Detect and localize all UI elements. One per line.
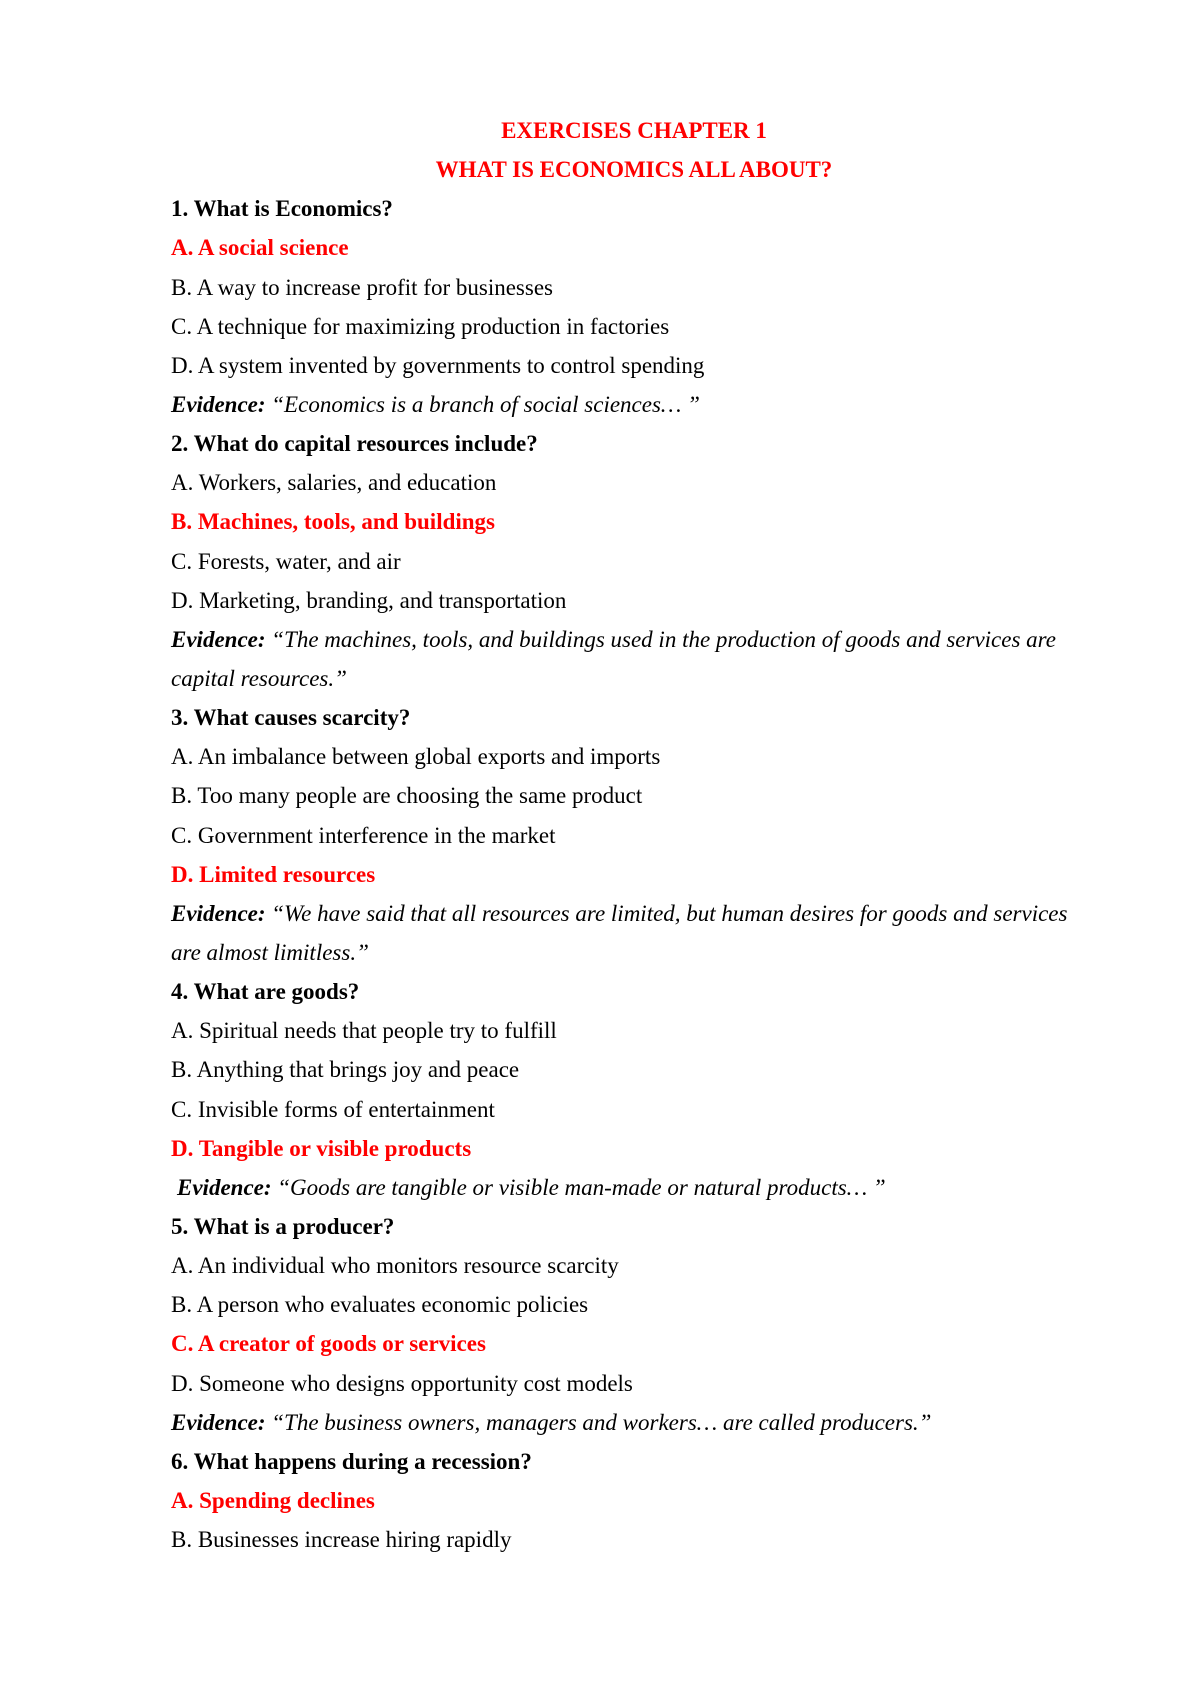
evidence-quote: “The machines, tools, and buildings used in the production of goods and services are capital resources.” <box>171 626 1056 691</box>
evidence <box>171 1168 1101 1207</box>
question-block <box>171 424 1101 698</box>
option-correct: D. Limited resources <box>171 861 376 887</box>
question-text: 5. What is a producer? <box>171 1214 395 1240</box>
option: A. An individual who monitors resource scarcity <box>171 1253 619 1279</box>
option: A. An imbalance between global exports and imports <box>171 744 661 770</box>
option: C. Invisible forms of entertainment <box>171 1096 495 1122</box>
option: A. Workers, salaries, and education <box>171 470 497 496</box>
evidence-label: Evidence: <box>171 900 266 926</box>
question-text: 6. What happens during a recession? <box>171 1448 532 1474</box>
option-correct: C. A creator of goods or services <box>171 1331 486 1357</box>
option: A. Spiritual needs that people try to fulfill <box>171 1018 557 1044</box>
option: D. Marketing, branding, and transportation <box>171 587 567 613</box>
option: B. A way to increase profit for businesses <box>171 274 553 300</box>
evidence <box>171 620 1101 698</box>
evidence <box>171 894 1101 972</box>
question-text: 3. What causes scarcity? <box>171 705 411 731</box>
evidence-label: Evidence: <box>171 1409 266 1435</box>
option: C. Forests, water, and air <box>171 548 401 574</box>
option: B. Anything that brings joy and peace <box>171 1057 520 1083</box>
question-text: 4. What are goods? <box>171 979 360 1005</box>
question-block <box>171 1442 1101 1559</box>
option: B. A person who evaluates economic policies <box>171 1292 589 1318</box>
option: D. Someone who designs opportunity cost models <box>171 1370 633 1396</box>
question-text: 1. What is Economics? <box>171 196 393 222</box>
question-block <box>171 698 1101 972</box>
option: B. Businesses increase hiring rapidly <box>171 1527 512 1553</box>
question-block <box>171 972 1101 1207</box>
evidence-quote: “The business owners, managers and workers… are called producers.” <box>271 1409 932 1435</box>
question-block <box>171 1207 1101 1442</box>
document-subtitle: WHAT IS ECONOMICS ALL ABOUT? <box>435 157 833 183</box>
option: C. A technique for maximizing production in factories <box>171 313 670 339</box>
question-block <box>171 189 1101 424</box>
evidence-quote: “Goods are tangible or visible man-made or natural products… ” <box>277 1174 886 1200</box>
document-body <box>171 111 1101 1559</box>
option: D. A system invented by governments to control spending <box>171 352 705 378</box>
question-text: 2. What do capital resources include? <box>171 431 538 457</box>
evidence-label: Evidence: <box>177 1174 272 1200</box>
evidence <box>171 385 1101 424</box>
option-correct: D. Tangible or visible products <box>171 1135 472 1161</box>
evidence-quote: “Economics is a branch of social sciences… ” <box>271 391 700 417</box>
option-correct: A. A social science <box>171 235 349 261</box>
evidence-label: Evidence: <box>171 626 266 652</box>
option: C. Government interference in the market <box>171 822 556 848</box>
document-title: EXERCISES CHAPTER 1 <box>501 118 767 143</box>
evidence-label: Evidence: <box>171 391 266 417</box>
evidence <box>171 1403 1101 1442</box>
evidence-quote: “We have said that all resources are limited, but human desires for goods and services are almost limitless.” <box>171 900 1068 966</box>
option-correct: A. Spending declines <box>171 1488 375 1514</box>
option-correct: B. Machines, tools, and buildings <box>171 509 496 535</box>
option: B. Too many people are choosing the same product <box>171 783 643 809</box>
